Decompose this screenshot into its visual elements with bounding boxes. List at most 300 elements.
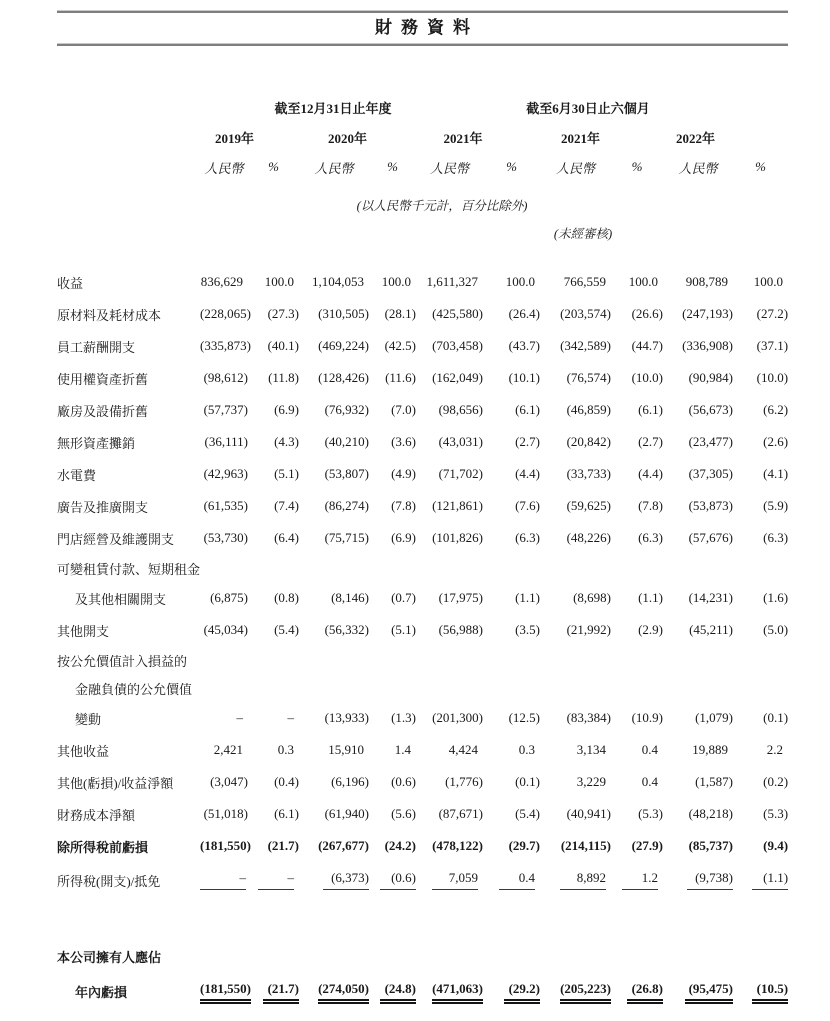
table-cell <box>483 798 540 830</box>
table-cell <box>299 614 369 646</box>
cell-value: (56,332) <box>324 622 369 637</box>
cell-value: (27.2) <box>756 306 789 321</box>
cell-value: (6.1) <box>515 402 541 417</box>
table-cell <box>299 582 369 614</box>
table-cell <box>611 490 663 522</box>
table-cell <box>663 554 733 582</box>
cell-value: (9,738) <box>687 870 733 890</box>
table-cell <box>663 798 733 830</box>
table-cell <box>248 766 299 798</box>
cell-value: (1.6) <box>763 590 789 605</box>
table-cell <box>540 426 611 458</box>
cell-value: (36,111) <box>204 434 248 449</box>
cell-value: (56,988) <box>438 622 483 637</box>
table-cell <box>733 971 788 1011</box>
table-row <box>57 766 788 798</box>
cell-value: 3,134 <box>576 742 607 757</box>
table-cell <box>200 614 248 646</box>
cell-value: (214,115) <box>560 838 612 853</box>
table-cell <box>663 971 733 1011</box>
cell-value: (4.4) <box>638 466 664 481</box>
table-cell <box>248 266 299 298</box>
table-cell <box>663 734 733 766</box>
cell-value: 1,104,053 <box>312 274 364 289</box>
cell-value: (29.7) <box>508 838 541 853</box>
cell-value: 3,229 <box>576 774 607 789</box>
table-cell <box>540 582 611 614</box>
cell-value: (8,146) <box>331 590 369 605</box>
cell-value: (2.9) <box>638 622 664 637</box>
cell-value: – <box>258 870 294 890</box>
table-cell <box>663 394 733 426</box>
row-label: 變動 <box>75 711 102 727</box>
table-cell <box>540 646 611 674</box>
table-cell <box>248 330 299 362</box>
cell-value: (101,826) <box>432 530 483 545</box>
cell-value: (5.0) <box>763 622 789 637</box>
table-cell <box>663 702 733 734</box>
table-cell <box>611 830 663 862</box>
cell-value: – <box>200 870 246 890</box>
cell-value: (8,698) <box>573 590 612 605</box>
row-label: 廣告及推廣開支 <box>57 499 149 515</box>
notes-spacer-row <box>57 182 788 266</box>
cell-value: (42.5) <box>384 338 416 353</box>
table-cell <box>483 522 540 554</box>
table-cell <box>483 490 540 522</box>
table-cell <box>483 330 540 362</box>
table-row <box>57 702 788 734</box>
row-label: 金融負債的公允價值 <box>75 681 193 697</box>
table-cell <box>416 798 483 830</box>
table-cell <box>416 266 483 298</box>
cell-value: (29.2) <box>504 981 540 1001</box>
table-cell <box>540 614 611 646</box>
cell-value: (10.0) <box>631 370 664 385</box>
percent-header: % <box>755 159 766 174</box>
table-cell <box>369 362 416 394</box>
table-cell <box>483 614 540 646</box>
table-cell <box>733 830 788 862</box>
table-cell <box>540 798 611 830</box>
currency-header: 人民幣 <box>314 160 354 176</box>
header-spacer <box>57 152 200 182</box>
cell-value: (6,875) <box>210 590 248 605</box>
cell-value: 100.0 <box>505 274 536 289</box>
cell-value: (162,049) <box>432 370 483 385</box>
table-cell <box>540 298 611 330</box>
table-cell <box>416 766 483 798</box>
cell-value: (6.9) <box>391 530 416 545</box>
table-cell <box>611 971 663 1011</box>
row-label: 可變租賃付款、短期租金 <box>57 561 201 577</box>
cell-value: (10.0) <box>756 370 789 385</box>
table-cell <box>248 674 299 702</box>
table-cell <box>369 582 416 614</box>
table-cell <box>733 898 788 971</box>
table-cell <box>483 830 540 862</box>
cell-value: (27.9) <box>631 838 664 853</box>
cell-value: (5.9) <box>763 498 789 513</box>
cell-value: (203,574) <box>560 306 612 321</box>
table-cell <box>248 862 299 898</box>
cell-value: (98,612) <box>203 370 248 385</box>
table-cell <box>200 830 251 862</box>
cell-value: (27.3) <box>267 306 299 321</box>
cell-value: (86,274) <box>324 498 369 513</box>
cell-value: 1.2 <box>622 870 658 890</box>
cell-value: (46,859) <box>566 402 612 417</box>
table-cell <box>540 394 611 426</box>
cell-value: (87,671) <box>438 806 483 821</box>
table-cell <box>483 554 540 582</box>
cell-value: 0.4 <box>641 742 659 757</box>
cell-value: (9.4) <box>763 838 789 853</box>
cell-value: 100.0 <box>264 274 294 289</box>
cell-value: (6,373) <box>323 870 369 890</box>
table-cell <box>483 362 540 394</box>
row-label: 門店經營及維護開支 <box>57 531 175 547</box>
table-cell <box>369 862 416 898</box>
table-cell <box>248 522 299 554</box>
cell-value: (5.4) <box>274 622 299 637</box>
table-cell <box>663 862 733 898</box>
row-label: 員工薪酬開支 <box>57 339 136 355</box>
table-cell <box>540 458 611 490</box>
title-block <box>57 10 788 46</box>
table-row <box>57 266 788 298</box>
table-cell <box>663 266 733 298</box>
row-label: 其他收益 <box>57 743 110 759</box>
cell-value: 8,892 <box>560 870 606 890</box>
table-cell <box>369 298 416 330</box>
cell-value: (53,730) <box>203 530 248 545</box>
table-cell <box>733 766 788 798</box>
cell-value: (181,550) <box>200 838 251 853</box>
table-cell <box>416 614 483 646</box>
year-header: 2022年 <box>676 130 716 146</box>
cell-value: (425,580) <box>432 306 483 321</box>
year-header: 2021年 <box>561 130 601 146</box>
table-cell <box>540 266 611 298</box>
table-cell <box>200 298 251 330</box>
cell-value: (5.3) <box>763 806 789 821</box>
cell-value: (76,932) <box>324 402 369 417</box>
table-cell <box>540 490 611 522</box>
table-cell <box>369 971 416 1011</box>
row-label: 除所得稅前虧損 <box>57 839 149 855</box>
percent-header: % <box>631 159 643 174</box>
year-header: 2019年 <box>214 130 254 146</box>
year-header-row <box>57 122 788 152</box>
row-label: 廠房及設備折舊 <box>57 403 149 419</box>
cell-value: (267,677) <box>318 838 369 853</box>
row-label: 其他開支 <box>57 623 110 639</box>
table-cell <box>416 582 483 614</box>
table-cell <box>663 362 733 394</box>
cell-value: (4.4) <box>515 466 541 481</box>
table-cell <box>299 798 369 830</box>
unaudited-note: (未經審核) <box>553 227 613 241</box>
cell-value: (1,776) <box>445 774 483 789</box>
table-cell <box>663 490 733 522</box>
cell-value: 766,559 <box>563 274 607 289</box>
cell-value: (205,223) <box>560 981 611 1001</box>
cell-value: (335,873) <box>200 338 251 353</box>
table-cell <box>540 830 611 862</box>
table-cell <box>369 554 416 582</box>
cell-value: (40,210) <box>324 434 369 449</box>
cell-value: (6.1) <box>638 402 664 417</box>
table-cell <box>663 458 733 490</box>
cell-value: (21.7) <box>263 981 299 1001</box>
row-label: 年內虧損 <box>75 984 128 1000</box>
cell-value: (201,300) <box>432 710 483 725</box>
table-cell <box>248 646 299 674</box>
table-cell <box>200 458 248 490</box>
table-cell <box>663 674 733 702</box>
row-label: 其他(虧損)/收益淨額 <box>57 775 174 791</box>
table-cell <box>733 674 788 702</box>
table-cell <box>540 330 611 362</box>
cell-value: (85,737) <box>688 838 734 853</box>
row-label: 按公允價值計入損益的 <box>57 653 188 669</box>
cell-value: (71,702) <box>438 466 483 481</box>
cell-value: (478,122) <box>432 838 483 853</box>
table-cell <box>200 646 248 674</box>
table-cell <box>483 971 540 1011</box>
table-cell <box>369 766 416 798</box>
cell-value: (1,079) <box>695 710 734 725</box>
row-label: 使用權資產折舊 <box>57 371 149 387</box>
table-cell <box>200 702 248 734</box>
cell-value: (181,550) <box>200 981 251 1001</box>
cell-value: (40,941) <box>566 806 612 821</box>
table-cell <box>200 522 248 554</box>
table-cell <box>611 298 663 330</box>
cell-value: (0.4) <box>274 774 299 789</box>
cell-value: (5.4) <box>515 806 541 821</box>
cell-value: (51,018) <box>203 806 248 821</box>
table-cell <box>416 646 483 674</box>
cell-value: (3.5) <box>515 622 541 637</box>
cell-value: 0.3 <box>518 742 536 757</box>
table-cell <box>733 734 788 766</box>
table-cell <box>483 394 540 426</box>
percent-header: % <box>268 159 279 174</box>
cell-value: (61,535) <box>203 498 248 513</box>
unit-header-row <box>57 152 788 182</box>
cell-value: (6.9) <box>274 402 299 417</box>
table-cell <box>299 734 369 766</box>
table-cell <box>733 266 788 298</box>
table-cell <box>733 862 788 898</box>
table-cell <box>663 766 733 798</box>
table-cell <box>663 898 733 971</box>
cell-value: (0.6) <box>380 870 416 890</box>
table-cell <box>540 702 611 734</box>
table-row <box>57 426 788 458</box>
table-cell <box>483 266 540 298</box>
table-cell <box>663 426 733 458</box>
cell-value: – <box>236 710 243 725</box>
cell-value: 100.0 <box>753 274 784 289</box>
year-header: 2021年 <box>443 130 483 146</box>
cell-value: 836,629 <box>200 274 243 289</box>
cell-value: 7,059 <box>432 870 478 890</box>
table-cell <box>369 646 416 674</box>
table-cell <box>200 362 248 394</box>
row-label: 無形資產攤銷 <box>57 435 136 451</box>
table-cell <box>540 766 611 798</box>
row-label: 收益 <box>57 275 84 291</box>
cell-value: (57,737) <box>203 402 248 417</box>
cell-value: (5.3) <box>638 806 664 821</box>
table-cell <box>248 614 299 646</box>
table-cell <box>200 862 248 898</box>
table-cell <box>611 522 663 554</box>
table-cell <box>369 394 416 426</box>
table-cell <box>200 971 251 1011</box>
percent-header: % <box>387 159 398 174</box>
currency-header: 人民幣 <box>204 160 244 176</box>
table-cell <box>611 330 663 362</box>
cell-value: (5.1) <box>274 466 299 481</box>
bottom-rule <box>57 43 788 46</box>
table-cell <box>416 971 483 1011</box>
table-cell <box>733 798 788 830</box>
cell-value: (1.1) <box>515 590 541 605</box>
cell-value: (0.2) <box>763 774 789 789</box>
table-cell <box>248 362 299 394</box>
table-cell <box>200 766 248 798</box>
table-cell <box>611 646 663 674</box>
table-cell <box>540 522 611 554</box>
cell-value: 2,421 <box>213 742 243 757</box>
table-cell <box>483 898 540 971</box>
table-cell <box>248 458 299 490</box>
table-cell <box>540 862 611 898</box>
table-cell <box>299 898 369 971</box>
cell-value: 100.0 <box>381 274 411 289</box>
cell-value: (17,975) <box>438 590 483 605</box>
table-cell <box>248 830 299 862</box>
table-cell <box>611 702 663 734</box>
table-cell <box>611 266 663 298</box>
table-cell <box>483 298 540 330</box>
table-cell <box>299 330 369 362</box>
table-cell <box>248 734 299 766</box>
table-cell <box>200 266 248 298</box>
cell-value: (33,733) <box>566 466 612 481</box>
cell-value: (21.7) <box>267 838 299 853</box>
cell-value: (37.1) <box>756 338 789 353</box>
table-cell <box>663 582 733 614</box>
table-cell <box>483 862 540 898</box>
table-header <box>57 92 788 182</box>
cell-value: (2.7) <box>515 434 541 449</box>
table-cell <box>483 646 540 674</box>
table-cell <box>369 674 416 702</box>
cell-value: (228,065) <box>200 306 251 321</box>
table-cell <box>483 674 540 702</box>
table-cell <box>733 614 788 646</box>
cell-value: (11.6) <box>385 370 416 385</box>
cell-value: (26.4) <box>508 306 541 321</box>
cell-value: (1.1) <box>638 590 664 605</box>
table-cell <box>611 426 663 458</box>
cell-value: (20,842) <box>566 434 612 449</box>
cell-value: (24.2) <box>384 838 416 853</box>
cell-value: (83,384) <box>566 710 612 725</box>
table-body <box>57 182 788 1011</box>
cell-value: (4.3) <box>274 434 299 449</box>
cell-value: (3.6) <box>391 434 416 449</box>
table-cell <box>416 554 483 582</box>
cell-value: (43,031) <box>438 434 483 449</box>
cell-value: (128,426) <box>318 370 369 385</box>
unit-note: (以人民幣千元計，百分比除外) <box>356 199 528 213</box>
table-cell <box>663 830 733 862</box>
table-cell <box>248 582 299 614</box>
table-cell <box>200 554 248 582</box>
row-label: 財務成本淨額 <box>57 807 136 823</box>
row-label: 本公司擁有人應佔 <box>57 950 162 965</box>
cell-value: (703,458) <box>432 338 483 353</box>
cell-value: (10.1) <box>508 370 541 385</box>
cell-value: (2.6) <box>763 434 789 449</box>
row-label: 所得稅(開支)/抵免 <box>57 873 161 889</box>
cell-value: (40.1) <box>267 338 299 353</box>
table-cell <box>733 298 788 330</box>
table-cell <box>248 971 299 1011</box>
table-cell <box>540 971 611 1011</box>
cell-value: (310,505) <box>318 306 369 321</box>
cell-value: (0.7) <box>391 590 416 605</box>
period-header-interim: 截至6月30日止六個月 <box>526 100 650 116</box>
period-header-row <box>57 92 788 122</box>
table-row <box>57 458 788 490</box>
table-cell <box>299 702 369 734</box>
table-cell <box>663 646 733 674</box>
table-cell <box>248 426 299 458</box>
table-cell <box>663 330 733 362</box>
cell-value: (0.8) <box>274 590 299 605</box>
table-cell <box>248 898 299 971</box>
cell-value: (45,211) <box>689 622 734 637</box>
table-row <box>57 554 788 582</box>
cell-value: (26.8) <box>627 981 663 1001</box>
cell-value: (6.4) <box>274 530 299 545</box>
currency-header: 人民幣 <box>678 160 718 176</box>
table-row <box>57 862 788 898</box>
cell-value: (57,676) <box>688 530 734 545</box>
table-cell <box>416 702 483 734</box>
table-cell <box>299 646 369 674</box>
table-cell <box>299 426 369 458</box>
table-cell <box>416 394 483 426</box>
table-cell <box>416 862 483 898</box>
cell-value: 100.0 <box>628 274 659 289</box>
cell-value: 1.4 <box>394 742 411 757</box>
table-cell <box>611 862 663 898</box>
table-row <box>57 362 788 394</box>
table-cell <box>369 522 416 554</box>
row-label: 原材料及耗材成本 <box>57 307 162 323</box>
period-header-annual: 截至12月31日止年度 <box>274 100 392 116</box>
table-cell <box>611 898 663 971</box>
table-cell <box>369 614 416 646</box>
